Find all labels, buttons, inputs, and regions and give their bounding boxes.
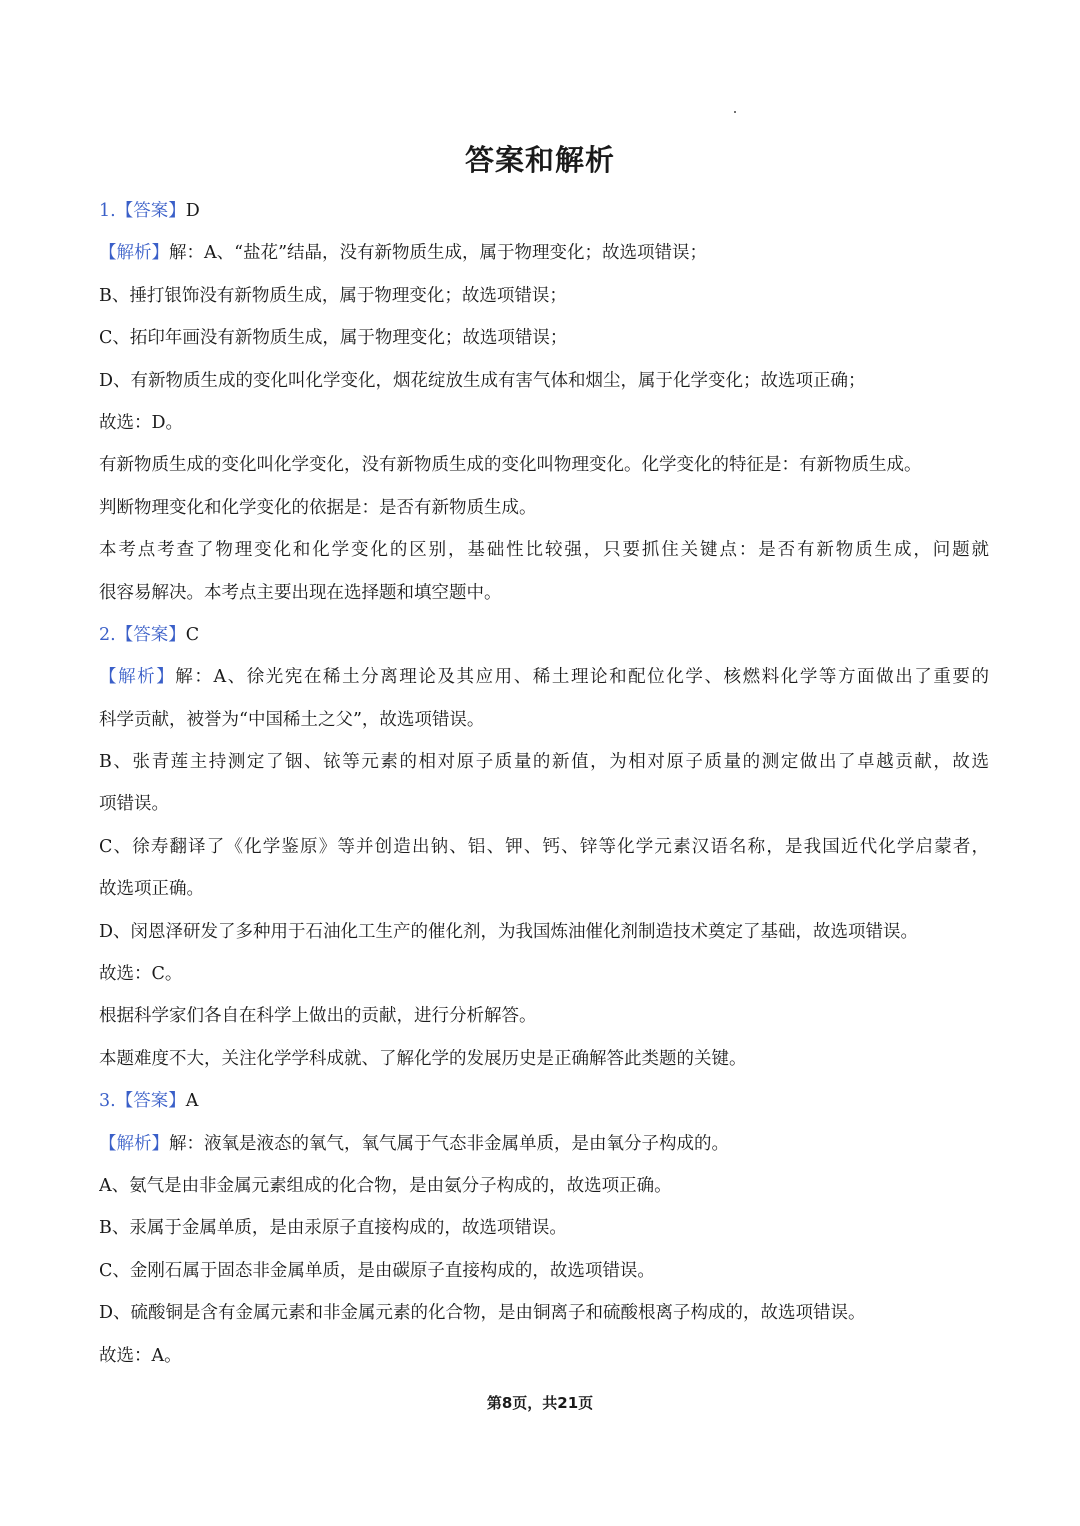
q2-text-line: 根据科学家们各自在科学上做出的贡献，进行分析解答。 [99,1006,537,1027]
q3-analysis-line [99,1123,989,1165]
q3-answer-tag: 【答案】 [115,1091,186,1112]
q2-answer-tag: 【答案】 [115,624,186,645]
page-title: 答案和解析 [464,143,615,177]
q1-text-line: 故选：D。 [99,412,184,433]
q2-text-line: B、张青莲主持测定了铟、铱等元素的相对原子质量的新值，为相对原子质量的测定做出了卓越贡献，故选 [99,752,989,773]
q1-answer-tag: 【答案】 [115,201,186,221]
q3-text-line: C、金刚石属于固态非金属单质，是由碳原子直接构成的，故选项错误。 [99,1260,655,1281]
q2-text-line: 项错误。 [99,794,169,815]
q1-text-line: D、有新物质生成的变化叫化学变化，烟花绽放生成有害气体和烟尘，属于化学变化；故选项正确； [99,370,866,391]
q2-text-line: 故选项正确。 [99,879,204,900]
q3-text-line: D、硫酸铜是含有金属元素和非金属元素的化合物，是由铜离子和硫酸根离子构成的，故选项错误。 [99,1303,866,1324]
q3-number: 3. [99,1091,116,1112]
q2-answer-value: C [185,624,200,645]
q3-analysis-tag: 【解析】 [99,1133,169,1154]
q1-text-line: B、捶打银饰没有新物质生成，属于物理变化；故选项错误； [99,285,567,306]
q2-analysis-tag: 【解析】 [99,667,176,688]
q1-analysis-text: 解：A、“盐花”结晶，没有新物质生成，属于物理变化；故选项错误； [169,243,708,264]
q2-text-line: C、徐寿翻译了《化学鉴原》等并创造出钠、铝、钾、钙、锌等化学元素汉语名称，是我国近代化学启蒙者， [99,836,989,857]
q1-analysis-tag: 【解析】 [99,243,169,264]
answer-content [99,190,989,1377]
q1-analysis-line [99,232,989,274]
q3-text-line: A、氨气是由非金属元素组成的化合物，是由氨分子构成的，故选项正确。 [99,1175,672,1196]
q2-text-line: D、闵恩泽研发了多种用于石油化工生产的催化剂，为我国炼油催化剂制造技术奠定了基础，故选项错误。 [99,921,919,942]
page-footer: 第8页，共21页 [486,1394,594,1412]
q2-text-line: 本题难度不大，关注化学学科成就、了解化学的发展历史是正确解答此类题的关键。 [99,1048,747,1069]
q1-text-line: 很容易解决。本考点主要出现在选择题和填空题中。 [99,582,502,603]
q1-number: 1. [99,201,116,221]
q2-analysis-line [99,656,989,698]
q2-number: 2. [99,624,116,645]
q1-text-line: 有新物质生成的变化叫化学变化，没有新物质生成的变化叫物理变化。化学变化的特征是：有新物质生成。 [99,455,922,476]
q1-answer-line [99,190,989,232]
q3-answer-line [99,1080,989,1122]
q1-answer-value: D [185,201,200,221]
q2-answer-line [99,614,989,656]
q3-analysis-text: 解：液氧是液态的氧气，氧气属于气态非金属单质，是由氧分子构成的。 [169,1133,729,1154]
q2-text-line: 科学贡献，被誉为“中国稀土之父”，故选项错误。 [99,709,485,730]
q3-text-line: B、汞属于金属单质，是由汞原子直接构成的，故选项错误。 [99,1218,567,1239]
q3-text-line: 故选：A。 [99,1345,182,1366]
q1-text-line: C、拓印年画没有新物质生成，属于物理变化；故选项错误； [99,328,568,349]
q3-answer-value: A [185,1091,199,1112]
q2-text-line: 故选：C。 [99,964,183,985]
q2-analysis-text: 解：A、徐光宪在稀土分离理论及其应用、稀土理论和配位化学、核燃料化学等方面做出了重要的 [175,667,989,688]
q1-text-line: 判断物理变化和化学变化的依据是：是否有新物质生成。 [99,497,537,518]
stray-dot [734,111,736,113]
q1-text-line: 本考点考查了物理变化和化学变化的区别，基础性比较强，只要抓住关键点：是否有新物质生成，问题就 [99,540,989,561]
